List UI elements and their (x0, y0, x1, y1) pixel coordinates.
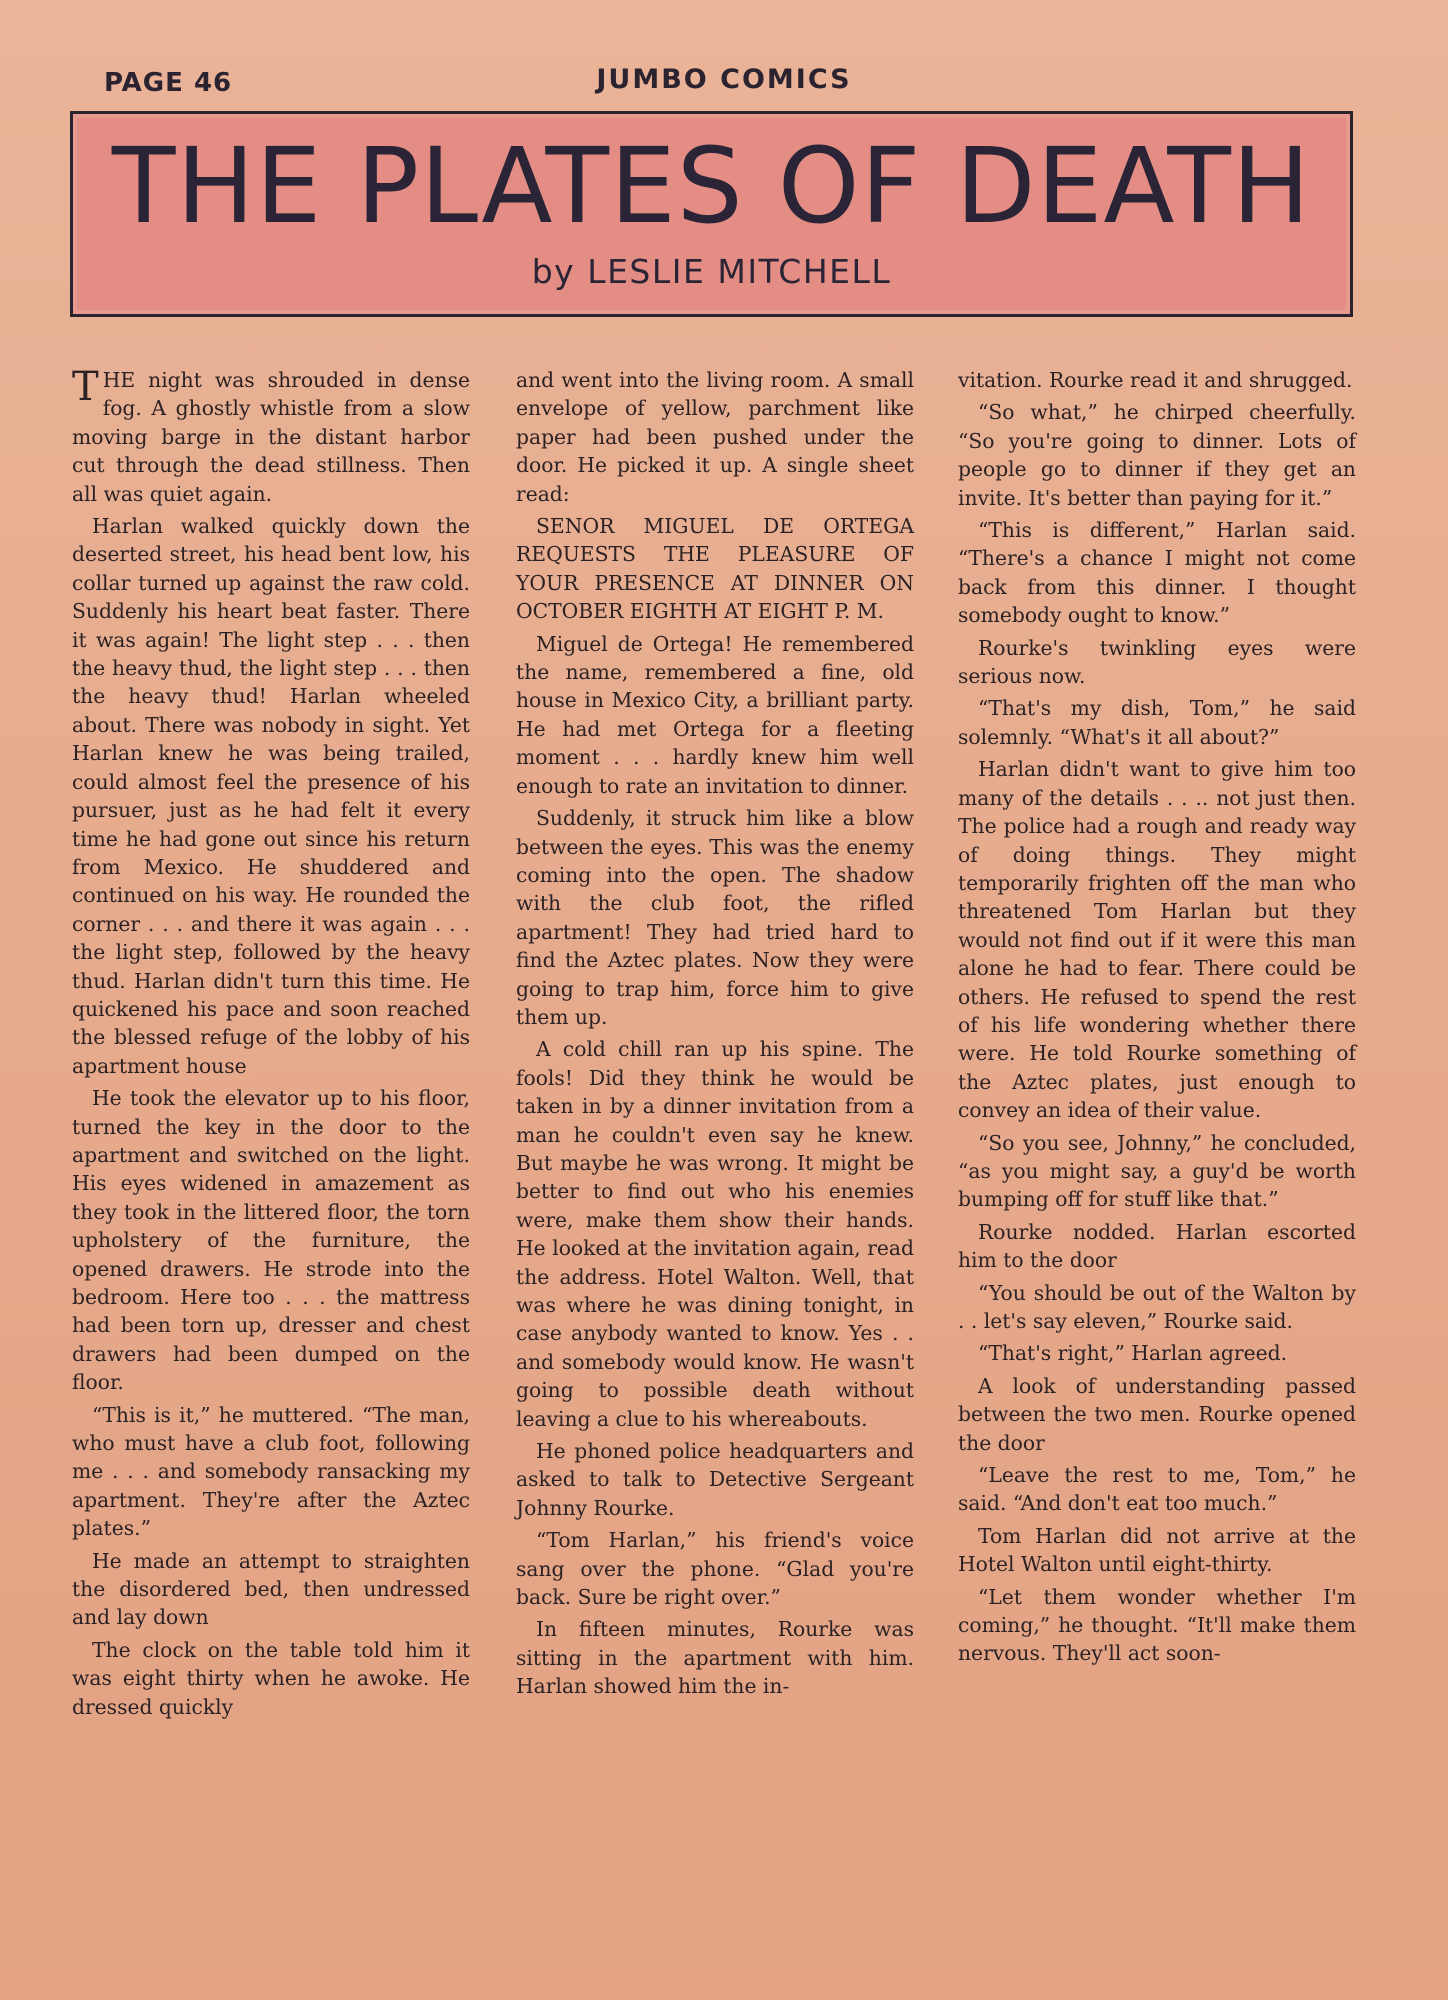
paragraph: A look of understanding passed between the two men. Rourke opened the door (958, 1373, 1356, 1455)
paragraph: “That's right,” Harlan agreed. (978, 1341, 1288, 1366)
paragraph: Rourke's twinkling eyes were serious now. (958, 635, 1356, 689)
paragraph: He phoned police headquarters and asked to talk to Detective Sergeant Johnny Rourke. (516, 1439, 914, 1520)
invitation-text: SENOR MIGUEL DE ORTEGA REQUESTS THE PLEASURE OF YOUR PRESENCE AT DINNER ON OCTOBER EIGHTH AT EIGHT P. M. (516, 514, 914, 624)
paragraph: Harlan didn't want to give him too many of the details . . .. not just then. The police had a rough and ready way of doing things. They might temporarily frighten off the man who threatened Tom Harlan but they would not find out if it were this man alone he had to fear. There could be others. He refused to spend the rest of his life wondering whether there were. He told Rourke something of the Aztec plates, just enough to convey an idea of their value. (958, 757, 1356, 1123)
paragraph: The clock on the table told him it was eight thirty when he awoke. He dressed quickly (72, 1637, 470, 1719)
paragraph: “So what,” he chirped cheerfully. “So you're going to dinner. Lots of people go to dinner if they get an invite. It's better than paying for it.” (958, 400, 1356, 510)
paragraph: “This is it,” he muttered. “The man, who must have a club foot, following me . . . and somebody ransacking my apartment. They're after the Aztec plates.” (72, 1402, 470, 1541)
paragraph: and went into the living room. A small envelope of yellow, parchment like paper had been pushed under the door. He picked it up. A single sheet read: (516, 368, 914, 506)
paragraph: Harlan walked quickly down the deserted street, his head bent low, his collar turned up against the raw cold. Suddenly his heart beat faster. There it was again! The light step . . . then the heavy thud, the light step . . . then the heavy thud! Harlan wheeled about. There was nobody in sight. Yet Harlan knew he was being trailed, could almost feel the presence of his pursuer, just as he had felt it every time he had gone out since his return from Mexico. He shuddered and continued on his way. He rounded the corner . . . and there it was again . . . the light step, followed by the heavy thud. Harlan didn't turn this time. He quickened his pace and soon reached the blessed refuge of the lobby of his apartment house (72, 514, 470, 1078)
text-column-1 (72, 366, 470, 1725)
page-number: PAGE 46 (104, 68, 233, 98)
paragraph: Tom Harlan did not arrive at the Hotel Walton until eight-thirty. (958, 1523, 1356, 1577)
paragraph: He took the elevator up to his floor, turned the key in the door to the apartment and switched on the light. His eyes widened in amazement as they took in the littered floor, the torn upholstery of the furniture, the opened drawers. He strode into the bedroom. Here too . . . the mattress had been torn up, dresser and chest drawers had been dumped on the floor. (72, 1086, 470, 1395)
magazine-title: JUMBO COMICS (596, 64, 852, 95)
paragraph: In fifteen minutes, Rourke was sitting in the apartment with him. Harlan showed him the in- (516, 1617, 914, 1699)
text-column-3 (958, 366, 1356, 1672)
paragraph: “Let them wonder whether I'm coming,” he thought. “It'll make them nervous. They'll act soon- (958, 1584, 1356, 1666)
paragraph: “Leave the rest to me, Tom,” he said. “And don't eat too much.” (958, 1463, 1356, 1516)
paragraph: Rourke nodded. Harlan escorted him to the door (958, 1219, 1356, 1273)
paragraph: THE night was shrouded in dense fog. A ghostly whistle from a slow moving barge in the distant harbor cut through the dead stillness. Then all was quiet again. (72, 364, 470, 506)
paragraph: vitation. Rourke read it and shrugged. (958, 368, 1353, 392)
paragraph: A cold chill ran up his spine. The fools! Did they think he would be taken in by a dinner invitation from a man he couldn't even say he knew. But maybe he was wrong. It might be better to find out who his enemies were, make them show their hands. He looked at the invitation again, read the address. Hotel Walton. Well, that was where he was dining tonight, in case anybody wanted to know. Yes . . and somebody would know. He wasn't going to possible death without leaving a clue to his whereabouts. (516, 1037, 914, 1431)
paragraph: Suddenly, it struck him like a blow between the eyes. This was the enemy coming into the open. The shadow with the club foot, the rifled apartment! They had tried hard to find the Aztec plates. Now they were going to trap him, force him to give them up. (516, 806, 914, 1029)
paragraph: “This is different,” Harlan said. “There's a chance I might not come back from this dinner. I thought somebody ought to know.” (958, 518, 1356, 628)
paragraph: “That's my dish, Tom,” he said solemnly. “What's it all about?” (958, 696, 1356, 749)
paragraph: He made an attempt to straighten the disordered bed, then undressed and lay down (72, 1548, 470, 1630)
drop-cap: T (72, 364, 99, 410)
title-banner (70, 111, 1353, 317)
paragraph: Miguel de Ortega! He remembered the name, remembered a fine, old house in Mexico City, a brilliant party. He had met Ortega for a fleeting moment . . . hardly knew him well enough to rate an invitation to dinner. (516, 631, 914, 798)
paragraph: “You should be out of the Walton by . . let's say eleven,” Rourke said. (958, 1280, 1356, 1333)
paragraph: “Tom Harlan,” his friend's voice sang over the phone. “Glad you're back. Sure be right over.” (516, 1528, 914, 1610)
paragraph: “So you see, Johnny,” he concluded, “as you might say, a guy'd be worth bumping off for stuff like that.” (958, 1130, 1356, 1212)
text-column-2 (516, 366, 914, 1705)
story-byline: by LESLIE MITCHELL (531, 252, 892, 291)
story-title: THE PLATES OF DEATH (111, 125, 1312, 247)
